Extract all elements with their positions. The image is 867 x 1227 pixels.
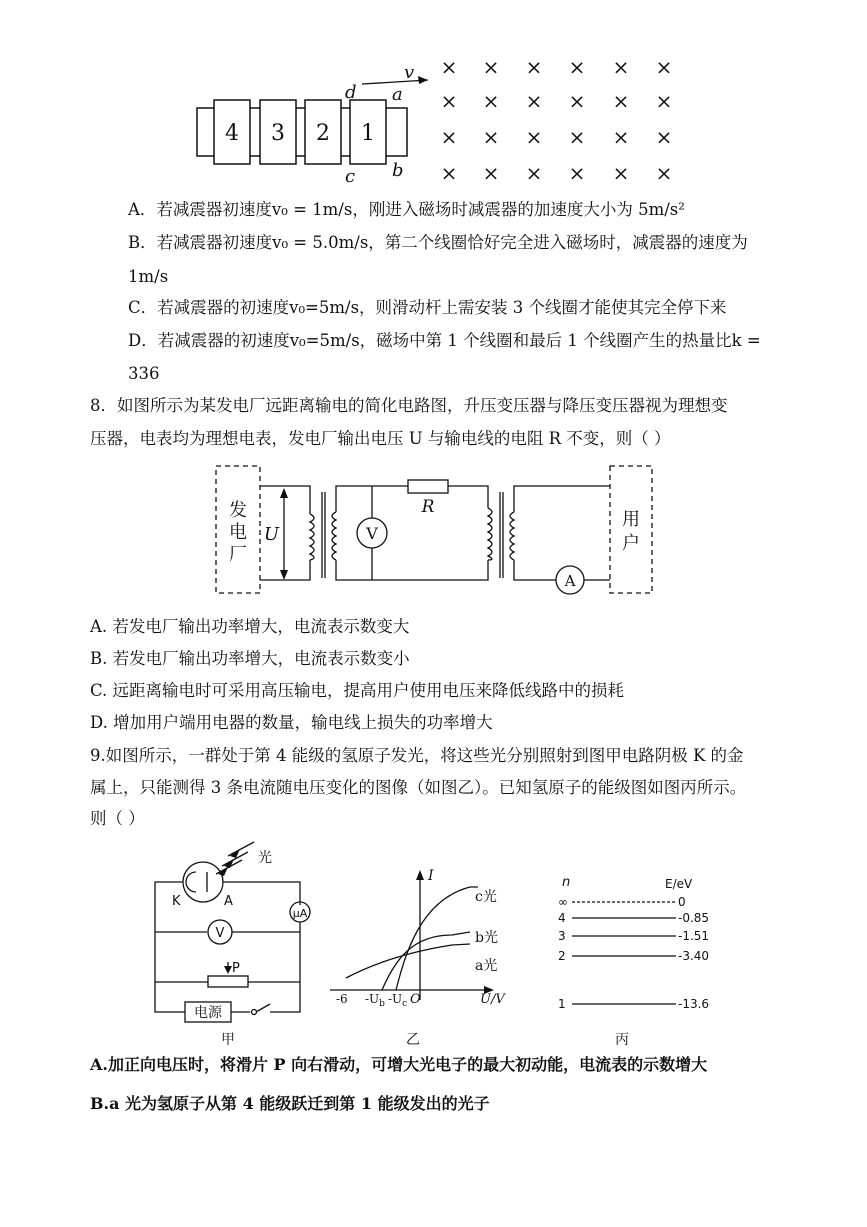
a-light-label: a光: [475, 958, 498, 974]
level-energy-label: -3.40: [678, 949, 710, 963]
q7-option-d-cont: 336: [128, 364, 160, 383]
level-n-label: ∞: [558, 895, 568, 909]
field-cross: ×: [525, 89, 543, 113]
b-light-label: b光: [475, 930, 498, 946]
n-header: n: [562, 875, 571, 890]
plant-char-2: 电: [229, 522, 247, 543]
q9-option-a: A.加正向电压时，将滑片 P 向右滑动，可增大光电子的最大初动能，电流表的示数增大: [90, 1055, 708, 1074]
label-b: b: [392, 160, 404, 181]
plant-char-1: 发: [229, 500, 247, 521]
q7-option-b-cont: 1m/s: [128, 267, 169, 286]
tick-minus-Ub: $-U_b$: [365, 992, 385, 1009]
field-cross: ×: [440, 89, 458, 113]
velocity-label: v: [404, 62, 415, 83]
field-cross: ×: [568, 89, 586, 113]
origin-O: O: [410, 992, 421, 1007]
slider-P-label: P: [232, 961, 240, 976]
q7-option-c: C．若减震器的初速度v₀=5m/s，则滑动杆上需安装 3 个线圈才能使其完全停下来: [128, 298, 727, 317]
light-label: 光: [258, 850, 272, 866]
field-cross: ×: [482, 55, 500, 79]
anode-A-label: A: [224, 894, 233, 909]
field-cross: ×: [655, 161, 673, 185]
tick-minus-6: -6: [336, 992, 348, 1006]
cathode-K-label: K: [172, 894, 181, 909]
field-cross: ×: [440, 161, 458, 185]
field-cross: ×: [655, 55, 673, 79]
q7-option-a: A．若减震器初速度v₀ = 1m/s，刚进入磁场时减震器的加速度大小为 5m/s²: [128, 200, 685, 219]
q8-option-c: C. 远距离输电时可采用高压输电，提高用户使用电压来降低线路中的损耗: [90, 681, 625, 700]
q9-stem-1: 9.如图所示，一群处于第 4 能级的氢原子发光，将这些光分别照射到图甲电路阴极 K 的金: [90, 746, 744, 765]
field-cross: ×: [655, 89, 673, 113]
resistor-label: R: [421, 497, 435, 517]
field-cross: ×: [568, 125, 586, 149]
field-cross: ×: [568, 161, 586, 185]
q8-option-a: A. 若发电厂输出功率增大，电流表示数变大: [90, 617, 410, 636]
user-char-2: 户: [622, 533, 640, 554]
field-cross: ×: [655, 125, 673, 149]
voltage-U-label: U: [263, 524, 279, 545]
label-d: d: [345, 82, 357, 103]
q9-option-b: B.a 光为氢原子从第 4 能级跃迁到第 1 能级发出的光子: [90, 1094, 490, 1113]
plant-char-3: 厂: [229, 544, 247, 565]
microammeter-label: μA: [292, 907, 308, 920]
field-cross: ×: [482, 125, 500, 149]
level-n-label: 2: [558, 949, 566, 963]
q7-option-d: D．若减震器的初速度v₀=5m/s，磁场中第 1 个线圈和最后 1 个线圈产生的热量比k =: [128, 331, 761, 350]
caption-jia: 甲: [221, 1032, 235, 1048]
q9-stem-3: 则（ ）: [90, 809, 145, 828]
field-cross: ×: [482, 89, 500, 113]
voltmeter-label-jia: V: [215, 926, 225, 941]
user-char-1: 用: [622, 509, 640, 530]
tick-minus-Uc: $-U_c$: [388, 992, 408, 1009]
voltmeter-label: V: [366, 524, 378, 543]
level-energy-label: -1.51: [678, 929, 710, 943]
q8-stem-1: 8．如图所示为某发电厂远距离输电的简化电路图，升压变压器与降压变压器视为理想变: [90, 396, 728, 415]
field-cross: ×: [568, 55, 586, 79]
ammeter-label: A: [564, 572, 576, 590]
energy-header: E/eV: [665, 877, 693, 891]
coil-3: 3: [271, 121, 285, 146]
field-cross: ×: [482, 161, 500, 185]
field-cross: ×: [440, 55, 458, 79]
q7-option-b: B．若减震器初速度v₀ = 5.0m/s，第二个线圈恰好完全进入磁场时，减震器的速度为: [128, 233, 748, 252]
field-cross: ×: [525, 55, 543, 79]
power-source-label: 电源: [194, 1005, 222, 1021]
c-light-label: c光: [475, 889, 497, 905]
caption-bing: 丙: [615, 1032, 629, 1048]
label-a: a: [392, 84, 403, 105]
coil-1: 1: [361, 121, 375, 146]
level-n-label: 4: [558, 911, 566, 925]
level-n-label: 3: [558, 929, 566, 943]
field-cross: ×: [525, 161, 543, 185]
level-n-label: 1: [558, 997, 566, 1011]
coil-2: 2: [316, 121, 330, 146]
q8-option-d: D. 增加用户端用电器的数量，输电线上损失的功率增大: [90, 713, 493, 732]
q9-stem-2: 属上，只能测得 3 条电流随电压变化的图像（如图乙）。已知氢原子的能级图如图丙所示。: [90, 778, 747, 797]
axis-U-label: U/V: [480, 992, 505, 1007]
q8-stem-2: 压器，电表均为理想电表，发电厂输出电压 U 与输电线的电阻 R 不变，则（ ）: [90, 429, 671, 448]
level-energy-label: -13.6: [678, 997, 710, 1011]
level-energy-label: 0: [678, 895, 686, 909]
field-cross: ×: [440, 125, 458, 149]
coil-4: 4: [225, 121, 239, 146]
field-cross: ×: [525, 125, 543, 149]
axis-I-label: I: [428, 868, 434, 884]
energy-levels: [558, 895, 709, 1011]
field-cross: ×: [612, 55, 630, 79]
caption-yi: 乙: [406, 1032, 420, 1048]
q8-option-b: B. 若发电厂输出功率增大，电流表示数变小: [90, 649, 410, 668]
level-energy-label: -0.85: [678, 911, 710, 925]
field-cross: ×: [612, 161, 630, 185]
field-cross: ×: [612, 125, 630, 149]
label-c: c: [345, 166, 356, 187]
field-cross: ×: [612, 89, 630, 113]
